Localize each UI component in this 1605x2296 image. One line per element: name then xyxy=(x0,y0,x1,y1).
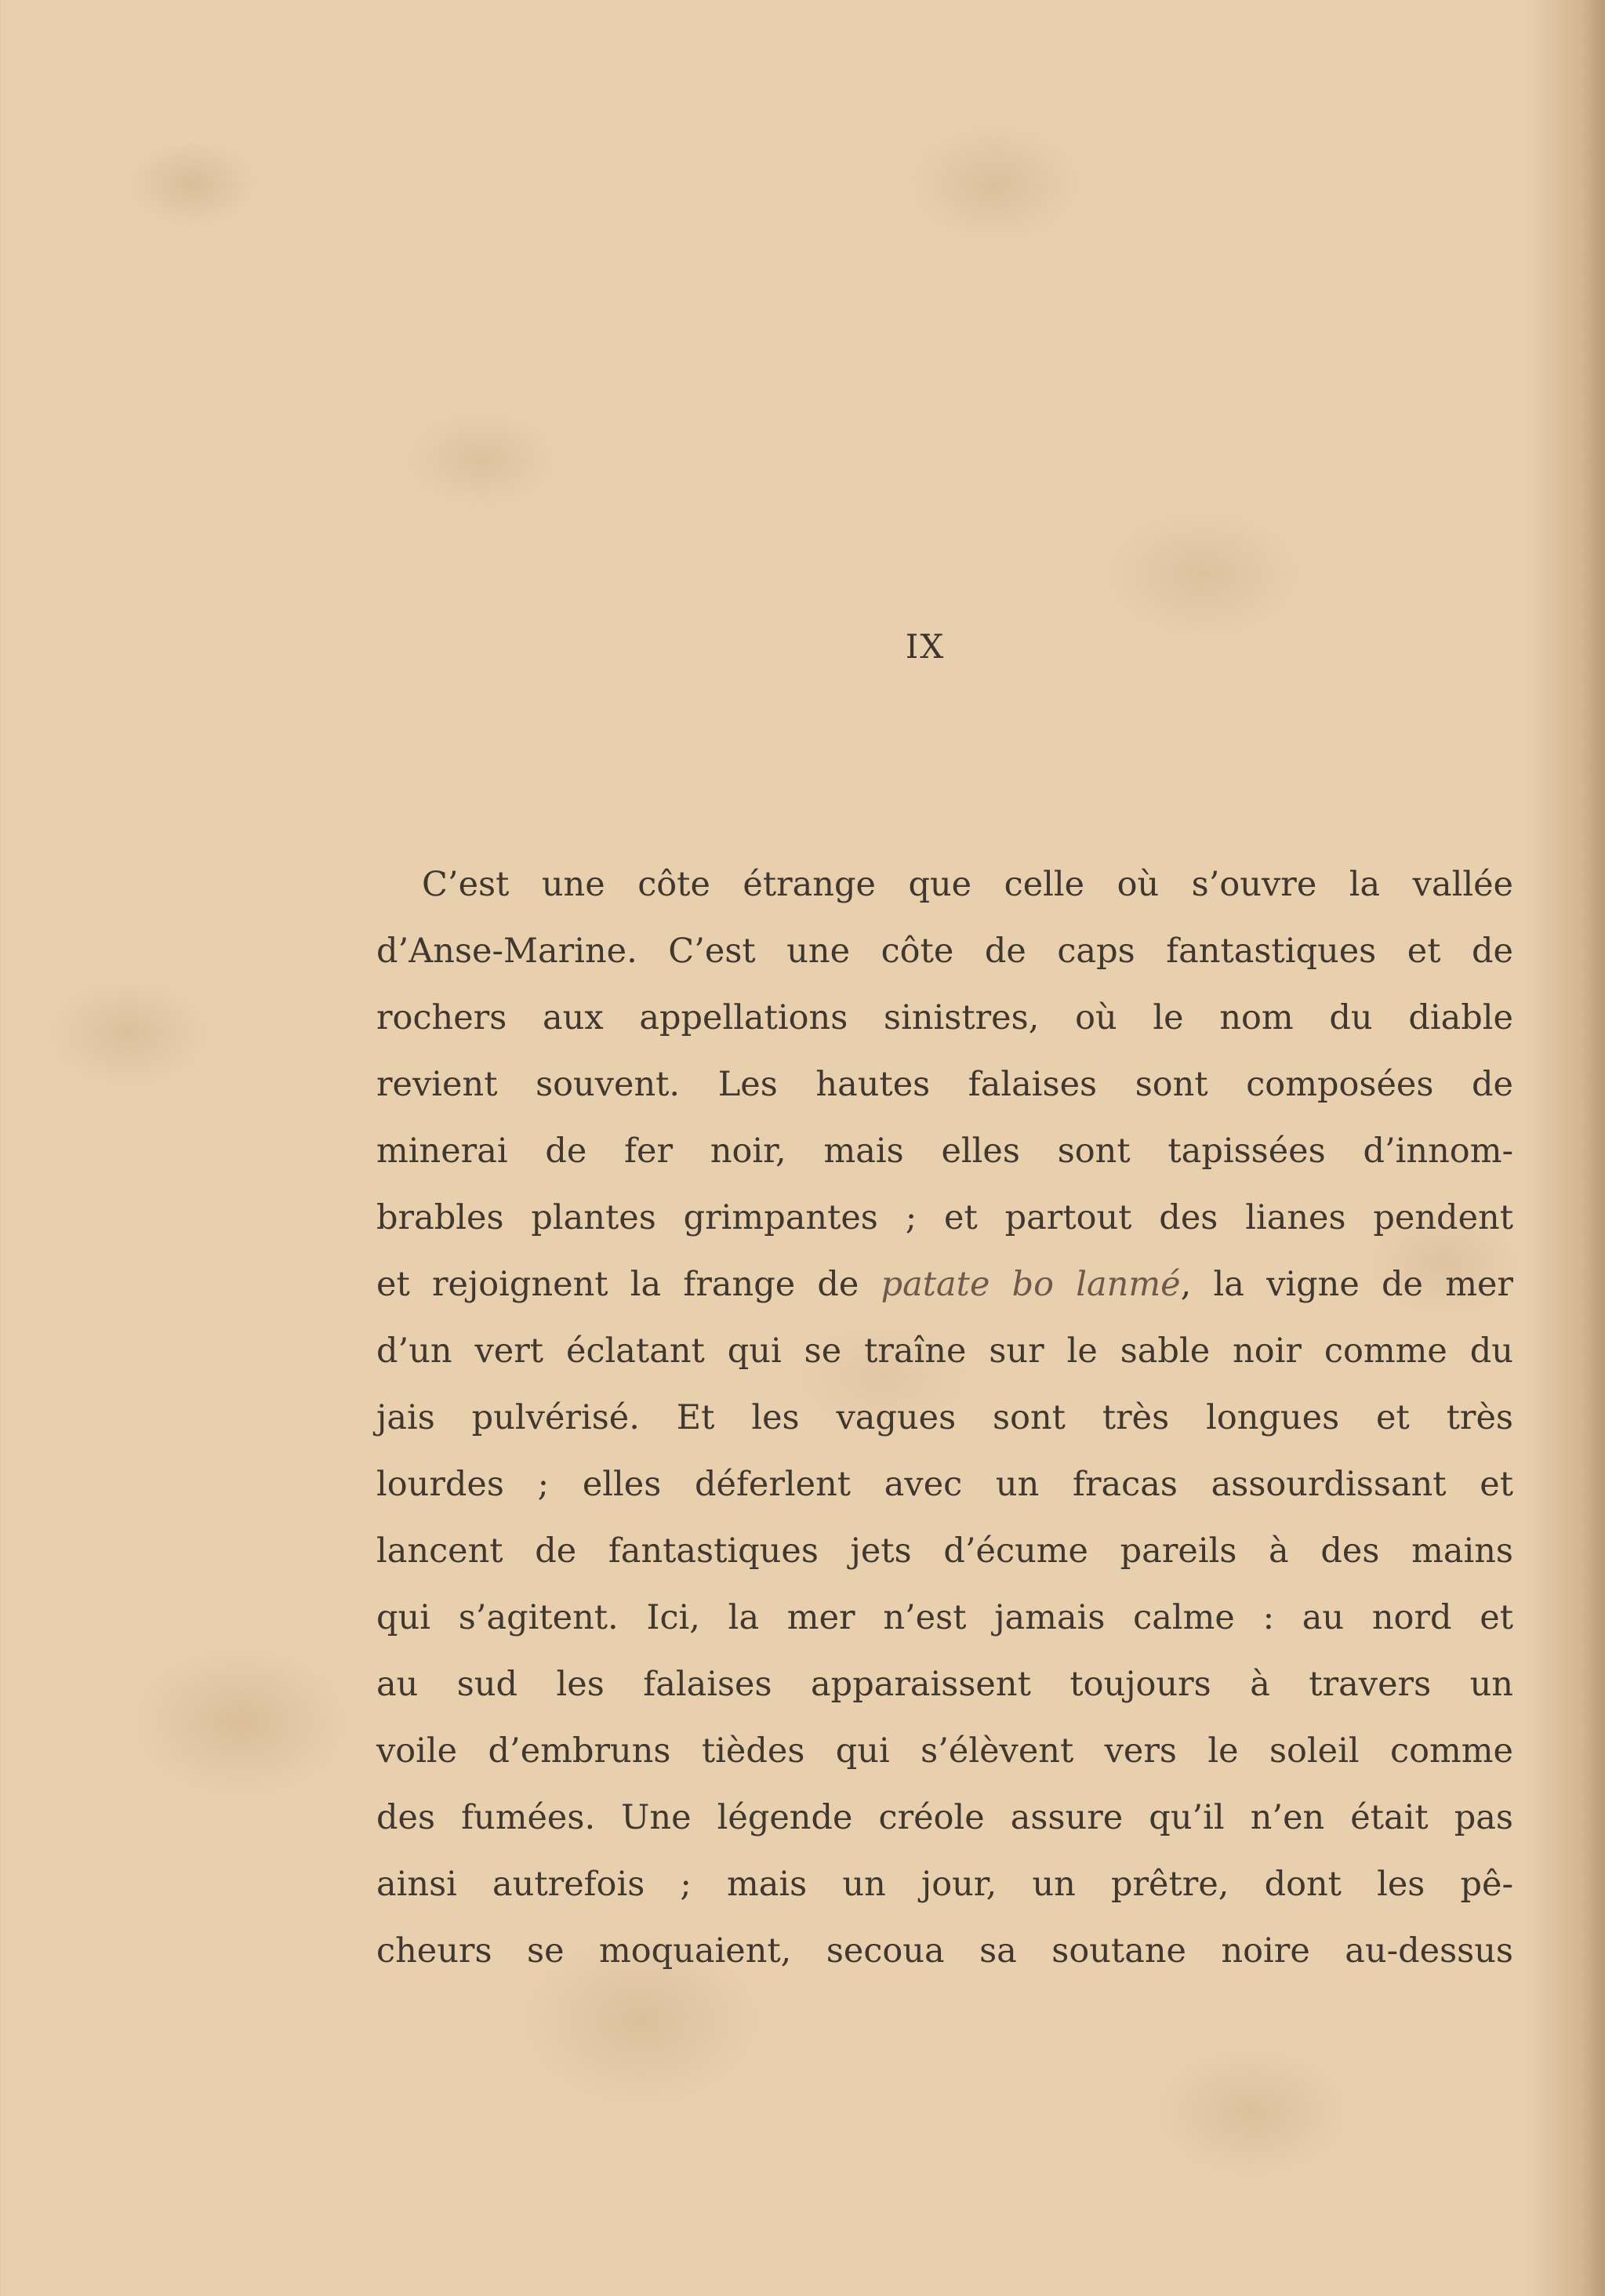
italic-creole-term: patate bo lanmé xyxy=(881,1265,1181,1304)
body-paragraph xyxy=(376,852,1513,1985)
text-line: revient souvent. Les hautes falaises sont composées de xyxy=(376,1065,1513,1104)
text-line: jais pulvérisé. Et les vagues sont très longues et très xyxy=(376,1398,1513,1437)
text-line: qui s’agitent. Ici, la mer n’est jamais calme : au nord et xyxy=(376,1598,1513,1637)
text-line: d’Anse-Marine. C’est une côte de caps fantastiques et de xyxy=(376,932,1513,971)
text-line: ainsi autrefois ; mais un jour, un prêtre, dont les pê- xyxy=(376,1865,1513,1904)
text-line: des fumées. Une légende créole assure qu’il n’en était pas xyxy=(376,1798,1513,1837)
text-segment: , la vigne de mer xyxy=(1180,1265,1513,1304)
text-line: d’un vert éclatant qui se traîne sur le sable noir comme du xyxy=(376,1331,1513,1371)
text-line: au sud les falaises apparaissent toujours à travers un xyxy=(376,1665,1513,1704)
text-line: C’est une côte étrange que celle où s’ouvre la vallée xyxy=(422,865,1513,904)
text-line: rochers aux appellations sinistres, où le nom du diable xyxy=(376,998,1513,1037)
text-line: minerai de fer noir, mais elles sont tapissées d’innom- xyxy=(376,1132,1513,1171)
text-line: voile d’embruns tièdes qui s’élèvent vers le soleil comme xyxy=(376,1731,1513,1771)
text-line xyxy=(376,1252,1513,1318)
text-line: lancent de fantastiques jets d’écume pareils à des mains xyxy=(376,1531,1513,1571)
text-segment: et rejoignent la frange de xyxy=(376,1265,881,1304)
text-line: lourdes ; elles déferlent avec un fracas assourdissant et xyxy=(376,1465,1513,1504)
text-line: cheurs se moquaient, secoua sa soutane noire au-dessus xyxy=(376,1931,1513,1971)
text-line: brables plantes grimpantes ; et partout des lianes pendent xyxy=(376,1198,1513,1237)
chapter-heading: IX xyxy=(905,627,946,666)
